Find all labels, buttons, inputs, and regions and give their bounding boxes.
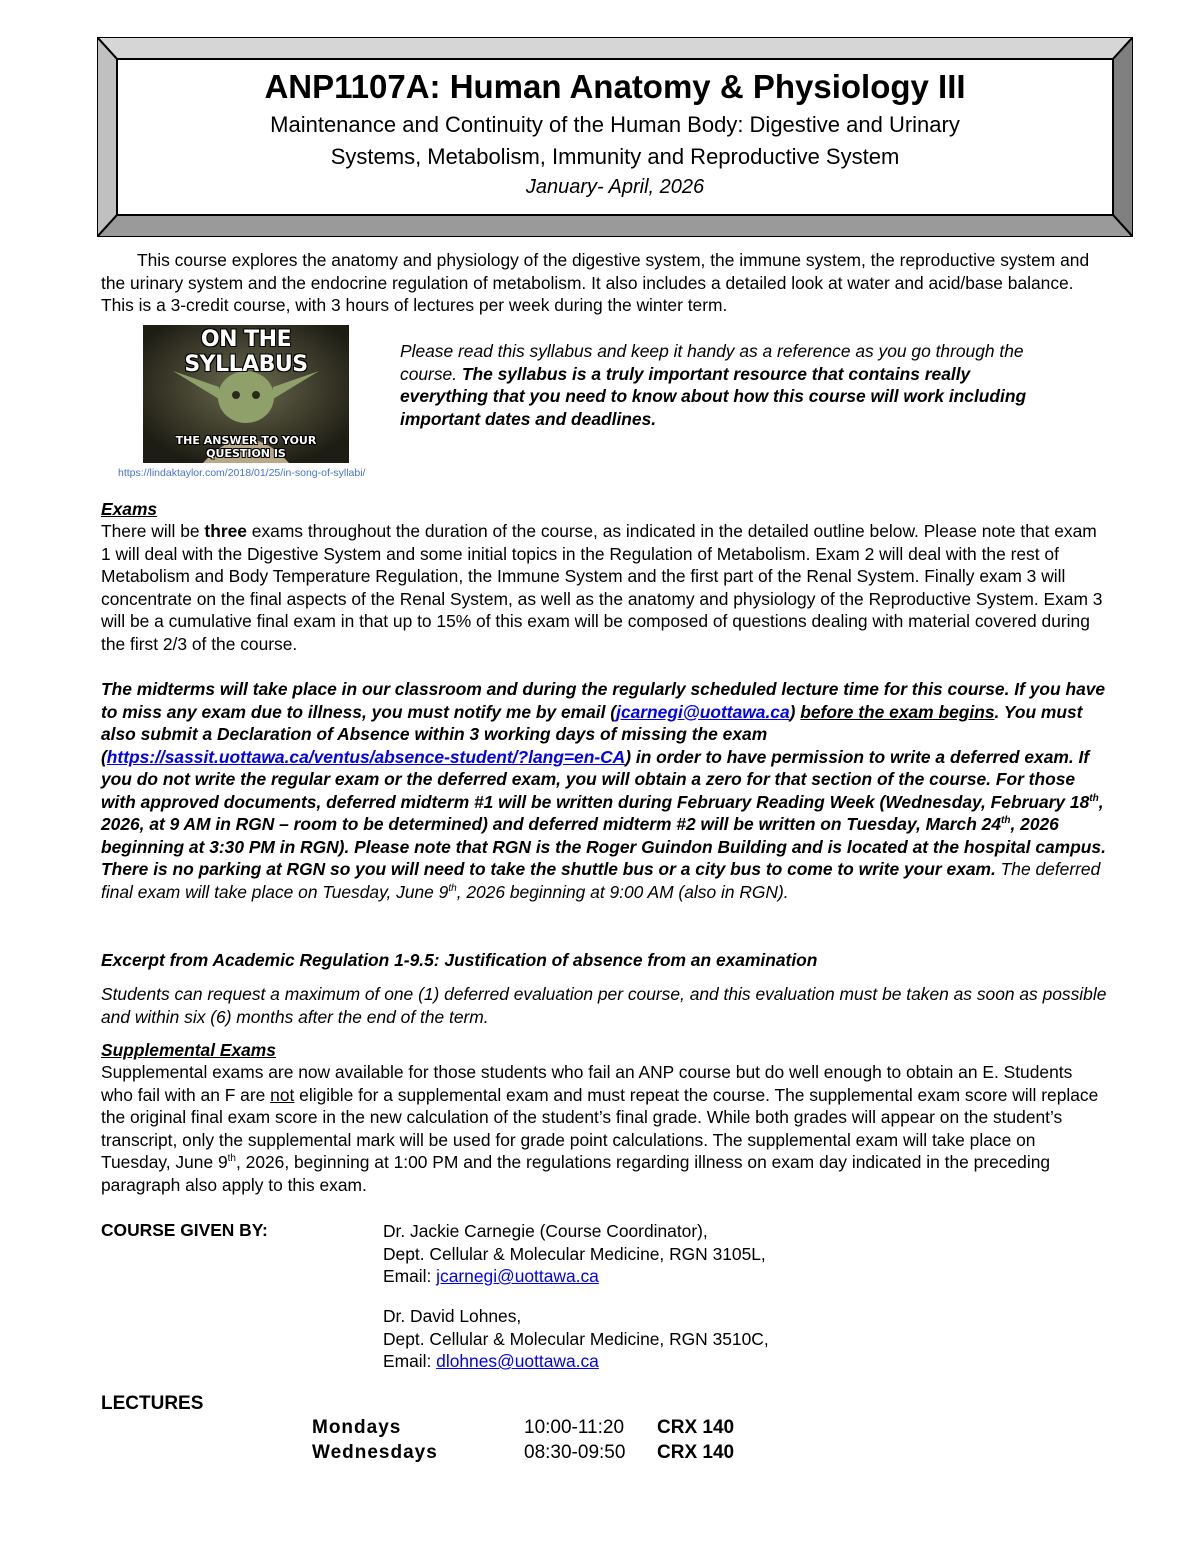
- course-intro: This course explores the anatomy and physiology of the digestive system, the immune system, the reproductive system and the urinary system and the endocrine regulation of metabolism. It also includes a detailed look at water and acid/base balance. This is a 3-credit course, with 3 hours of lectures per week during the winter term.: [101, 250, 1090, 315]
- exams-paragraph: There will be three exams throughout the duration of the course, as indicated in the detailed outline below. Please note that exam 1 will deal with the Digestive System and some initial topics in the Regulation of Metabolism. Exam 2 will deal with the rest of Metabolism and Body Temperature Regulation, the Immune System and the first part of the Renal System. Finally exam 3 will concentrate on the final aspects of the Renal System, as well as the anatomy and physiology of the Reproductive System. Exam 3 will be a cumulative final exam in that up to 15% of this exam will be composed of questions dealing with material covered during the first 2/3 of the course.: [101, 521, 1103, 654]
- lecture-day: Mondays: [312, 1417, 402, 1438]
- lectures-label: LECTURES: [101, 1393, 204, 1414]
- course-given-by-label: COURSE GIVEN BY:: [101, 1220, 268, 1240]
- instructor-name: Dr. David Lohnes,: [383, 1306, 522, 1326]
- syllabus-note: [400, 340, 1030, 430]
- email-link-jcarnegi[interactable]: jcarnegi@uottawa.ca: [616, 701, 790, 722]
- meme-bottom-text: THE ANSWER TO YOUR QUESTION IS: [175, 434, 317, 460]
- meme-top-text: ON THE SYLLABUS: [184, 327, 308, 377]
- instructor-lohnes: Dr. David Lohnes, Dept. Cellular & Molecular Medicine, RGN 3510C, Email: dlohnes@uottawa.ca: [383, 1306, 769, 1371]
- excerpt-body: Students can request a maximum of one (1) deferred evaluation per course, and this evaluation must be taken as soon as possible and within six (6) months after the end of the term.: [101, 984, 1107, 1027]
- supplemental-heading: Supplemental Exams: [101, 1040, 276, 1060]
- lecture-room: CRX 140: [657, 1442, 735, 1463]
- instructor-dept: Dept. Cellular & Molecular Medicine, RGN 3105L,: [383, 1243, 766, 1264]
- instructor-name: Dr. Jackie Carnegie (Course Coordinator),: [383, 1221, 708, 1241]
- syllabus-note-plain: Please read this syllabus and keep it handy as a reference as you go through the course.: [400, 341, 1024, 384]
- instructor-email-link[interactable]: dlohnes@uottawa.ca: [436, 1351, 599, 1371]
- instructor-carnegie: Dr. Jackie Carnegie (Course Coordinator), Dept. Cellular & Molecular Medicine, RGN 3105L, Email: jcarnegi@uottawa.ca: [383, 1221, 766, 1286]
- course-title: ANP1107A: Human Anatomy & Physiology III: [264, 68, 966, 105]
- yoda-meme-image: [143, 325, 349, 463]
- instructor-dept: Dept. Cellular & Molecular Medicine, RGN 3510C,: [383, 1328, 769, 1349]
- instructor-email-link[interactable]: jcarnegi@uottawa.ca: [436, 1266, 599, 1286]
- course-subtitle-line2: Systems, Metabolism, Immunity and Reproductive System: [330, 144, 900, 169]
- course-subtitle-line1: Maintenance and Continuity of the Human Body: Digestive and Urinary: [270, 112, 960, 137]
- meme-source-link[interactable]: https://lindaktaylor.com/2018/01/25/in-song-of-syllabi/: [118, 467, 366, 479]
- midterm-paragraph: The midterms will take place in our classroom and during the regularly scheduled lecture time for this course. If you have to miss any exam due to illness, you must notify me by email (jcarnegi@uottawa.ca) before the exam begins. You must also submit a Declaration of Absence within 3 working days of missing the exam (https://sassit.uottawa.ca/ventus/absence-student/?lang=en-CA) in order to have permission to write a deferred exam. If you do not write the regular exam or the deferred exam, you will obtain a zero for that section of the course. For those with approved documents, deferred midterm #1 will be written during February Reading Week (Wednesday, February 18th, 2026, at 9 AM in RGN – room to be determined) and deferred midterm #2 will be written on Tuesday, March 24th, 2026 beginning at 3:30 PM in RGN). Please note that RGN is the Roger Guindon Building and is located at the hospital campus. There is no parking at RGN so you will need to take the shuttle bus or a city bus to come to write your exam. The deferred final exam will take place on Tuesday, June 9th, 2026 beginning at 9:00 AM (also in RGN).: [101, 679, 1106, 902]
- exams-heading: Exams: [101, 499, 158, 519]
- lecture-day: Wednesdays: [312, 1442, 438, 1463]
- lecture-time: 10:00-11:20: [524, 1417, 625, 1438]
- supplemental-paragraph: Supplemental exams are now available for those students who fail an ANP course but do well enough to obtain an E. Students who fail with an F are not eligible for a supplemental exam and must repeat the course. The supplemental exam score will replace the original final exam score in the new calculation of the student’s final grade. While both grades will appear on the student’s transcript, only the supplemental mark will be used for grade point calculations. The supplemental exam will take place on Tuesday, June 9th, 2026, beginning at 1:00 PM and the regulations regarding illness on exam day indicated in the preceding paragraph also apply to this exam.: [101, 1062, 1099, 1195]
- course-term: January- April, 2026: [525, 176, 705, 198]
- absence-declaration-link[interactable]: https://sassit.uottawa.ca/ventus/absence-student/?lang=en-CA: [106, 746, 626, 767]
- lecture-time: 08:30-09:50: [524, 1442, 626, 1463]
- lecture-room: CRX 140: [657, 1417, 735, 1438]
- title-box: [97, 37, 1133, 237]
- excerpt-heading: Excerpt from Academic Regulation 1-9.5: Justification of absence from an examination: [101, 950, 818, 970]
- syllabus-note-bold: The syllabus is a truly important resource that contains really everything that you need to know about how this course will work including important dates and deadlines.: [400, 363, 1027, 429]
